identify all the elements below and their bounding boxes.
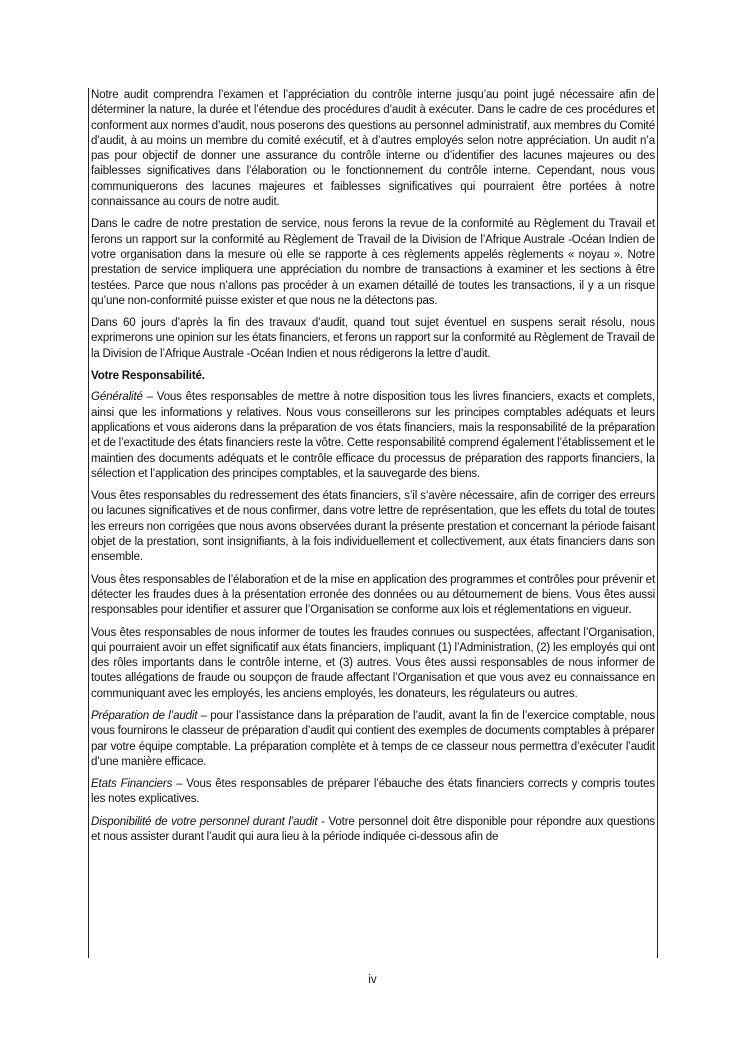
paragraph-lead: Généralité bbox=[91, 391, 143, 404]
paragraph-text: Vous êtes responsables de l’élaboration et de la mise en application des programmes et contrôles pour prévenir et détecter les fraudes dues à la présentation erronée des données ou au détournement de biens. Vous êtes aussi responsables pour identifier et assurer que l’Organisation se conforme aux lois et réglementations en vigueur. bbox=[91, 573, 655, 617]
heading-text: Votre Responsabilité. bbox=[91, 370, 205, 383]
paragraph-audit-preparation bbox=[91, 709, 655, 770]
paragraph-lead: Disponibilité de votre personnel durant l’audit bbox=[91, 815, 318, 828]
paragraph-text: Vous êtes responsables de nous informer de toutes les fraudes connues ou suspectées, affectant l’Organisation, qui pourraient avoir un effet significatif aux états financiers, impliquant (1) l’Administration, (2) les employés qui ont des rôles importants dans le contrôle interne, et (3) autres. Vous êtes aussi responsables de nous informer de toutes allégations de fraude ou soupçon de fraude affectant l’Organisation et que vous avez eu connaissance en communiquant avec les employés, les anciens employés, les donateurs, les régulateurs ou autres. bbox=[91, 626, 655, 700]
paragraph-audit-scope bbox=[91, 88, 655, 210]
paragraph-fraud-reporting bbox=[91, 626, 655, 702]
paragraph-lead: Préparation de l’audit bbox=[91, 709, 198, 722]
page-body bbox=[88, 88, 658, 958]
paragraph-lead: Etats Financiers bbox=[91, 778, 173, 791]
paragraph-text: Dans le cadre de notre prestation de service, nous ferons la revue de la conformité au Règlement du Travail et ferons un rapport sur la conformité au Règlement de Travail de la Division de l’Afrique Australe -Océan Indien de votre organisation dans la mesure où elle se rapporte à ces règlements appelés règlements « noyau ». Notre prestation de service impliquera une appréciation du nombre de transactions à examiner et les sections à être testées. Parce que nous n’allons pas procéder à un examen détaillé de toutes les transactions, il y a un risque qu’une non-conformité puisse exister et que nous ne la détectons pas. bbox=[91, 218, 655, 307]
paragraph-text: - Votre personnel doit être disponible pour répondre aux questions et nous assister durant l’audit qui aura lieu à la période indiquée ci-dessous afin de bbox=[91, 815, 656, 844]
paragraph-fraud-prevention bbox=[91, 573, 655, 619]
paragraph-financial-statements bbox=[91, 777, 655, 808]
paragraph-text: – Vous êtes responsables de préparer l’ébauche des états financiers corrects y compris toutes les notes explicatives. bbox=[91, 778, 655, 806]
paragraph-staff-availability bbox=[91, 815, 655, 846]
section-heading-responsibility bbox=[91, 369, 655, 384]
paragraph-labour-regulation bbox=[91, 217, 655, 309]
paragraph-corrections bbox=[91, 489, 655, 565]
paragraph-text: Vous êtes responsables du redressement des états financiers, s’il s’avère nécessaire, afin de corriger des erreurs ou lacunes significatives et de nous confirmer, dans votre lettre de représentation, que les effets du total de toutes les erreurs non corrigées que nous avons observées durant la présente prestation et concernant la période faisant objet de la prestation, sont insignifiants, à la fois individuellement et collectivement, aux états financiers dans son ensemble. bbox=[91, 490, 655, 564]
paragraph-text: – pour l’assistance dans la préparation de l’audit, avant la fin de l’exercice comptable, nous vous fournirons le classeur de préparation d’audit qui contient des exemples de documents comptables à préparer par votre équipe comptable. La préparation complète et à temps de ce classeur nous permettra d’exécuter l’audit d’une manière efficace. bbox=[91, 709, 655, 768]
paragraph-text: Notre audit comprendra l’examen et l’appréciation du contrôle interne jusqu’au point jugé nécessaire afin de déterminer la nature, la durée et l’étendue des procédures d’audit à exécuter. Dans le cadre de ces procédures et conforment aux normes d’audit, nous poserons des questions au personnel administratif, aux membres du Comité d’audit, à au moins un membre du comité exécutif, et à d’autres employés selon notre appréciation. Un audit n’a pas pour objectif de donner une assurance du contrôle interne ou d’identifier des lacunes majeures ou des faiblesses significatives dans l’élaboration ou le fonctionnement du contrôle interne. Cependant, nous vous communiquerons des lacunes majeures et faiblesses significatives qui pourraient être portées à notre connaissance au cours de notre audit. bbox=[91, 89, 655, 209]
paragraph-opinion-timing bbox=[91, 316, 655, 362]
page-number: iv bbox=[368, 974, 377, 986]
paragraph-text: Dans 60 jours d’après la fin des travaux d’audit, quand tout sujet éventuel en suspens serait résolu, nous exprimerons une opinion sur les états financiers, et ferons un rapport sur la conformité au Règlement de Travail de la Division de l’Afrique Australe -Océan Indien et nous rédigerons la lettre d’audit. bbox=[91, 317, 655, 360]
paragraph-text: – Vous êtes responsables de mettre à notre disposition tous les livres financiers, exacts et complets, ainsi que les informations y relatives. Nous vous conseillerons sur les principes comptables adéquats et leurs applications et vous aiderons dans la préparation de vos états financiers, mais la responsabilité de la préparation et de l’exactitude des états financiers reste la vôtre. Cette responsabilité comprend également l’établissement et le maintien des documents adéquats et le contrôle efficace du processus de préparation des rapports financiers, la sélection et l’application des principes comptables, et la sauvegarde des biens. bbox=[91, 391, 655, 480]
paragraph-generality bbox=[91, 390, 655, 482]
